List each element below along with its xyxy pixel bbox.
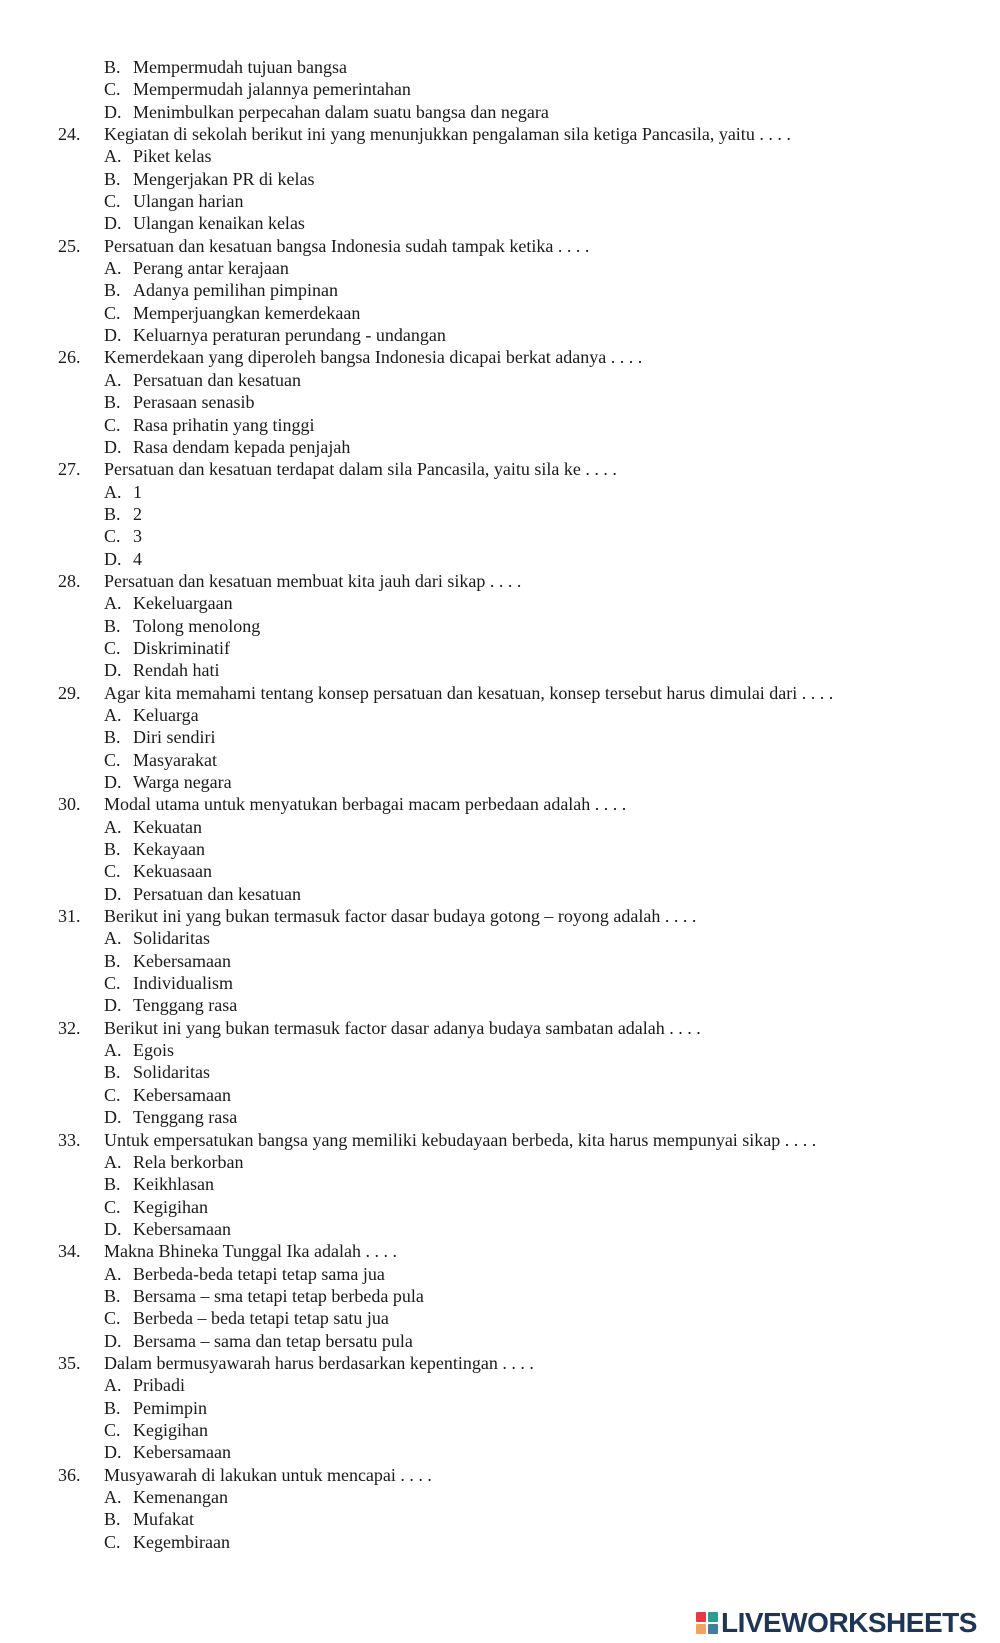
question-line [0, 123, 1000, 145]
option-text: Solidaritas [133, 928, 210, 949]
option-text: Bersama – sama dan tetap bersatu pula [133, 1330, 413, 1351]
answer-option[interactable] [0, 78, 1000, 100]
question-text: Persatuan dan kesatuan membuat kita jauh dari sikap . . . . [104, 570, 522, 591]
answer-option[interactable] [0, 1486, 1000, 1508]
option-letter: D. [104, 325, 122, 346]
option-letter: D. [104, 213, 122, 234]
option-text: 4 [133, 548, 142, 569]
option-text: 3 [133, 526, 142, 547]
answer-option[interactable] [0, 860, 1000, 882]
option-text: Kegembiraan [133, 1531, 230, 1552]
option-letter: D. [104, 772, 122, 792]
option-text: Perasaan senasib [133, 392, 255, 413]
option-letter: B. [104, 1509, 121, 1530]
answer-option[interactable] [0, 436, 1000, 458]
question-block [0, 235, 1000, 347]
answer-option[interactable] [0, 994, 1000, 1016]
option-text: Solidaritas [133, 1062, 210, 1083]
option-text: Egois [133, 1040, 175, 1061]
option-letter: D. [104, 1442, 122, 1463]
option-letter: C. [104, 1084, 121, 1105]
option-letter: C. [104, 1531, 121, 1552]
option-text: Warga negara [133, 772, 232, 792]
question-text: Dalam bermusyawarah harus berdasarkan kepentingan . . . . [104, 1352, 534, 1373]
answer-option[interactable] [0, 1173, 1000, 1195]
liveworksheets-logo [696, 1608, 977, 1638]
logo-square [696, 1624, 706, 1634]
option-letter: B. [104, 615, 121, 636]
option-text: Perang antar kerajaan [133, 258, 289, 279]
question-number: 25. [58, 235, 81, 256]
option-text: Masyarakat [133, 749, 217, 770]
question-number: 36. [58, 1464, 81, 1485]
option-letter: A. [104, 593, 122, 614]
option-letter: D. [104, 1330, 122, 1351]
option-letter: C. [104, 414, 121, 435]
answer-option[interactable] [0, 324, 1000, 346]
answer-option[interactable] [0, 1151, 1000, 1173]
answer-option[interactable] [0, 1307, 1000, 1329]
option-letter: B. [104, 57, 121, 77]
brand-name: LIVEWORKSHEETS [721, 1607, 977, 1638]
option-text: Memperjuangkan kemerdekaan [133, 302, 361, 323]
option-letter: D. [104, 436, 122, 457]
question-text: Musyawarah di lakukan untuk mencapai . . . . [104, 1464, 432, 1485]
answer-option[interactable] [0, 391, 1000, 413]
option-letter: A. [104, 369, 122, 390]
worksheet-page [0, 56, 1000, 1553]
option-letter: D. [104, 548, 122, 569]
answer-option[interactable] [0, 771, 1000, 793]
option-letter: A. [104, 1263, 122, 1284]
answer-option[interactable] [0, 548, 1000, 570]
logo-square [708, 1612, 718, 1622]
answer-option[interactable] [0, 190, 1000, 212]
question-text: Modal utama untuk menyatukan berbagai macam perbedaan adalah . . . . [104, 794, 627, 815]
logo-square [708, 1624, 718, 1634]
answer-option[interactable] [0, 592, 1000, 614]
answer-option[interactable] [0, 1285, 1000, 1307]
question-line [0, 1129, 1000, 1151]
option-text: Kebersamaan [133, 950, 231, 971]
question-block [0, 1129, 1000, 1241]
question-line [0, 793, 1000, 815]
answer-option[interactable] [0, 927, 1000, 949]
answer-option[interactable] [0, 481, 1000, 503]
answer-option[interactable] [0, 168, 1000, 190]
option-text: 1 [133, 481, 142, 502]
question-block [0, 1017, 1000, 1129]
answer-option[interactable] [0, 1263, 1000, 1285]
question-line [0, 1352, 1000, 1374]
option-letter: B. [104, 950, 121, 971]
question-number: 33. [58, 1129, 81, 1150]
option-letter: C. [104, 637, 121, 658]
answer-option[interactable] [0, 1196, 1000, 1218]
question-number: 24. [58, 124, 81, 145]
option-text: Diri sendiri [133, 727, 216, 748]
question-block [0, 682, 1000, 794]
answer-option[interactable] [0, 659, 1000, 681]
answer-option[interactable] [0, 525, 1000, 547]
option-text: Kekayaan [133, 839, 205, 860]
option-letter: A. [104, 481, 122, 502]
question-line [0, 570, 1000, 592]
answer-option[interactable] [0, 637, 1000, 659]
option-text: Ulangan harian [133, 191, 244, 212]
answer-option[interactable] [0, 1508, 1000, 1530]
option-text: Mempermudah tujuan bangsa [133, 57, 347, 77]
option-letter: B. [104, 168, 121, 189]
option-text: Menimbulkan perpecahan dalam suatu bangsa dan negara [133, 101, 549, 122]
answer-option[interactable] [0, 615, 1000, 637]
question-line [0, 905, 1000, 927]
option-text: Rendah hati [133, 660, 220, 681]
answer-option[interactable] [0, 1330, 1000, 1352]
option-letter: D. [104, 101, 122, 122]
option-text: Rasa dendam kepada penjajah [133, 436, 351, 457]
question-block [0, 905, 1000, 1017]
question-23-continued [0, 56, 1000, 123]
answer-option[interactable] [0, 257, 1000, 279]
option-text: Ulangan kenaikan kelas [133, 213, 305, 234]
answer-option[interactable] [0, 145, 1000, 167]
option-text: 2 [133, 503, 142, 524]
question-block [0, 1240, 1000, 1352]
option-letter: A. [104, 704, 122, 725]
answer-option[interactable] [0, 816, 1000, 838]
answer-option[interactable] [0, 279, 1000, 301]
option-text: Kebersamaan [133, 1442, 231, 1463]
answer-option[interactable] [0, 1084, 1000, 1106]
option-letter: B. [104, 839, 121, 860]
option-text: Bersama – sma tetapi tetap berbeda pula [133, 1285, 424, 1306]
question-block [0, 1464, 1000, 1553]
option-letter: C. [104, 749, 121, 770]
option-text: Berbeda – beda tetapi tetap satu jua [133, 1308, 389, 1329]
option-letter: A. [104, 1487, 122, 1507]
question-number: 34. [58, 1241, 81, 1262]
option-letter: C. [104, 1308, 121, 1329]
option-text: Rela berkorban [133, 1151, 244, 1172]
option-letter: D. [104, 1107, 122, 1128]
question-line [0, 1464, 1000, 1486]
question-text: Persatuan dan kesatuan terdapat dalam sila Pancasila, yaitu sila ke . . . . [104, 459, 617, 480]
question-list [0, 123, 1000, 1553]
answer-option[interactable] [0, 503, 1000, 525]
option-letter: C. [104, 79, 121, 100]
option-text: Rasa prihatin yang tinggi [133, 414, 315, 435]
question-number: 32. [58, 1017, 81, 1038]
option-text: Diskriminatif [133, 637, 230, 658]
question-text: Berikut ini yang bukan termasuk factor dasar budaya gotong – royong adalah . . . . [104, 906, 697, 927]
question-text: Untuk empersatukan bangsa yang memiliki kebudayaan berbeda, kita harus mempunyai sikap . . . . [104, 1129, 817, 1150]
answer-option[interactable] [0, 1061, 1000, 1083]
option-text: Kebersamaan [133, 1084, 231, 1105]
option-letter: B. [104, 392, 121, 413]
option-letter: B. [104, 280, 121, 301]
question-number: 28. [58, 570, 81, 591]
option-text: Mufakat [133, 1509, 194, 1530]
option-text: Tenggang rasa [133, 1107, 238, 1128]
option-letter: C. [104, 302, 121, 323]
option-letter: A. [104, 1040, 122, 1061]
answer-option[interactable] [0, 1419, 1000, 1441]
answer-option[interactable] [0, 1039, 1000, 1061]
answer-option[interactable] [0, 1374, 1000, 1396]
option-text: Kegigihan [133, 1419, 208, 1440]
option-letter: B. [104, 1174, 121, 1195]
option-letter: C. [104, 191, 121, 212]
answer-option[interactable] [0, 1106, 1000, 1128]
answer-option[interactable] [0, 101, 1000, 123]
option-letter: A. [104, 146, 122, 167]
option-text: Kekuatan [133, 816, 202, 837]
option-letter: B. [104, 1397, 121, 1418]
question-line [0, 235, 1000, 257]
answer-option[interactable] [0, 704, 1000, 726]
question-text: Berikut ini yang bukan termasuk factor dasar adanya budaya sambatan adalah . . . . [104, 1017, 701, 1038]
question-line [0, 682, 1000, 704]
answer-option[interactable] [0, 749, 1000, 771]
option-letter: D. [104, 995, 122, 1016]
option-text: Keluarnya peraturan perundang - undangan [133, 325, 446, 346]
question-line [0, 346, 1000, 368]
option-letter: C. [104, 1419, 121, 1440]
question-number: 31. [58, 906, 81, 927]
question-number: 35. [58, 1352, 81, 1373]
question-line [0, 1017, 1000, 1039]
option-text: Pemimpin [133, 1397, 208, 1418]
answer-option[interactable] [0, 414, 1000, 436]
question-text: Kemerdekaan yang diperoleh bangsa Indonesia dicapai berkat adanya . . . . [104, 347, 643, 368]
option-text: Berbeda-beda tetapi tetap sama jua [133, 1263, 385, 1284]
option-text: Tolong menolong [133, 615, 261, 636]
option-text: Individualism [133, 973, 233, 994]
option-text: Mempermudah jalannya pemerintahan [133, 79, 411, 100]
option-letter: A. [104, 1375, 122, 1396]
question-text: Agar kita memahami tentang konsep persatuan dan kesatuan, konsep tersebut harus dimulai dari . . . . [104, 682, 834, 703]
option-letter: D. [104, 1218, 122, 1239]
option-letter: A. [104, 1151, 122, 1172]
option-text: Kegigihan [133, 1196, 208, 1217]
logo-square [696, 1612, 706, 1622]
question-number: 26. [58, 347, 81, 368]
option-letter: C. [104, 1196, 121, 1217]
answer-option[interactable] [0, 1218, 1000, 1240]
option-letter: B. [104, 727, 121, 748]
question-block [0, 793, 1000, 905]
answer-option[interactable] [0, 972, 1000, 994]
option-letter: D. [104, 660, 122, 681]
answer-option[interactable] [0, 1441, 1000, 1463]
question-number: 27. [58, 459, 81, 480]
question-block [0, 123, 1000, 235]
option-letter: C. [104, 526, 121, 547]
liveworksheets-logo-icon [696, 1612, 718, 1634]
option-text: Kemenangan [133, 1487, 228, 1507]
answer-option[interactable] [0, 838, 1000, 860]
answer-option[interactable] [0, 950, 1000, 972]
question-number: 30. [58, 794, 81, 815]
option-letter: B. [104, 503, 121, 524]
question-text: Persatuan dan kesatuan bangsa Indonesia sudah tampak ketika . . . . [104, 235, 590, 256]
option-letter: B. [104, 1285, 121, 1306]
option-letter: D. [104, 883, 122, 904]
option-text: Persatuan dan kesatuan [133, 369, 301, 390]
answer-option[interactable] [0, 302, 1000, 324]
option-text: Persatuan dan kesatuan [133, 883, 301, 904]
option-text: Piket kelas [133, 146, 212, 167]
option-text: Kekuasaan [133, 861, 212, 882]
option-text: Keikhlasan [133, 1174, 214, 1195]
answer-option[interactable] [0, 56, 1000, 78]
option-text: Pribadi [133, 1375, 185, 1396]
question-line [0, 458, 1000, 480]
question-text: Makna Bhineka Tunggal Ika adalah . . . . [104, 1241, 397, 1262]
option-letter: B. [104, 1062, 121, 1083]
answer-option[interactable] [0, 883, 1000, 905]
option-text: Tenggang rasa [133, 995, 238, 1016]
option-letter: A. [104, 258, 122, 279]
option-letter: C. [104, 861, 121, 882]
question-line [0, 1240, 1000, 1262]
option-text: Keluarga [133, 704, 199, 725]
option-text: Mengerjakan PR di kelas [133, 168, 315, 189]
question-number: 29. [58, 682, 81, 703]
answer-option[interactable] [0, 1531, 1000, 1553]
answer-option[interactable] [0, 726, 1000, 748]
option-text: Kekeluargaan [133, 593, 233, 614]
answer-option[interactable] [0, 212, 1000, 234]
answer-option[interactable] [0, 1397, 1000, 1419]
option-letter: A. [104, 816, 122, 837]
option-letter: A. [104, 928, 122, 949]
option-text: Kebersamaan [133, 1218, 231, 1239]
question-block [0, 346, 1000, 458]
question-block [0, 570, 1000, 682]
option-text: Adanya pemilihan pimpinan [133, 280, 338, 301]
option-letter: C. [104, 973, 121, 994]
question-block [0, 458, 1000, 570]
question-text: Kegiatan di sekolah berikut ini yang menunjukkan pengalaman sila ketiga Pancasila, yaitu . . . . [104, 124, 791, 145]
answer-option[interactable] [0, 369, 1000, 391]
question-block [0, 1352, 1000, 1464]
